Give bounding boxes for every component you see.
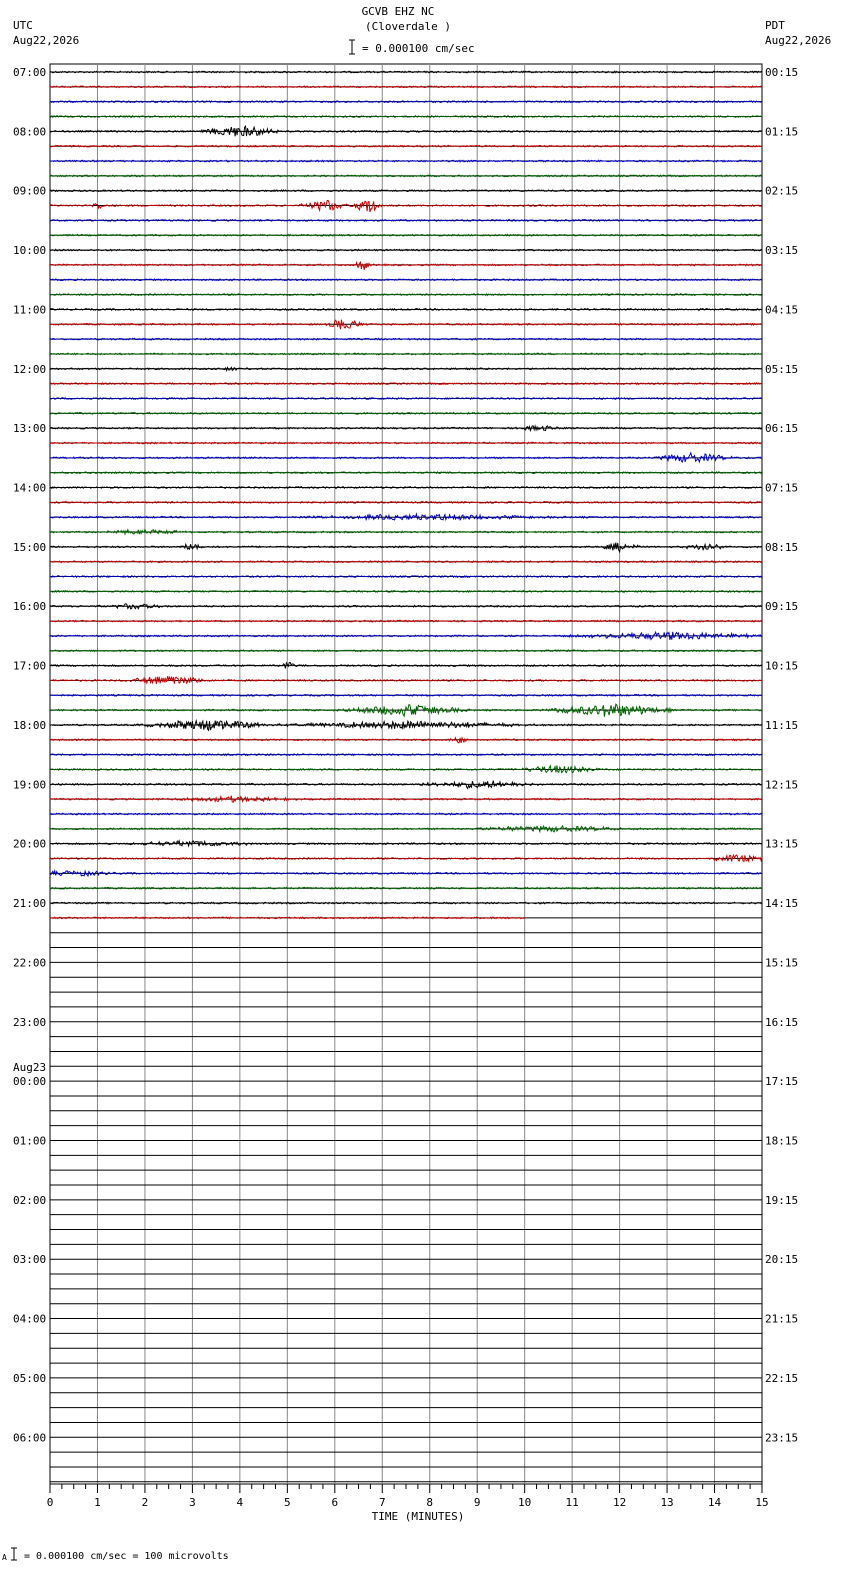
pdt-hour-label: 10:15: [765, 659, 799, 673]
seismic-trace: [50, 738, 762, 743]
utc-hour-label: 08:00: [13, 125, 47, 139]
utc-hour-label: 04:00: [13, 1312, 47, 1326]
right-timezone: PDT: [765, 19, 785, 32]
pdt-hour-label: 19:15: [765, 1193, 799, 1207]
seismic-trace: [50, 604, 762, 609]
scale-bar-icon: [349, 40, 355, 54]
pdt-hour-label: 13:15: [765, 837, 799, 851]
utc-hour-label: 15:00: [13, 540, 47, 554]
utc-hour-label: 11:00: [13, 303, 47, 317]
x-tick-label: 13: [660, 1496, 674, 1509]
x-tick-label: 3: [189, 1496, 196, 1509]
seismic-trace: [50, 662, 762, 668]
left-date: Aug22,2026: [13, 34, 80, 47]
pdt-hour-label: 21:15: [765, 1312, 799, 1326]
pdt-hour-label: 00:15: [765, 66, 799, 79]
utc-hour-label: 18:00: [13, 718, 47, 732]
x-tick-label: 0: [46, 1496, 54, 1509]
seismic-trace: [50, 71, 762, 73]
seismic-traces: [50, 71, 762, 918]
seismic-trace: [50, 472, 762, 474]
footer-scale-text: = 0.000100 cm/sec = 100 microvolts: [24, 1551, 229, 1562]
pdt-hour-label: 11:15: [765, 718, 799, 732]
pdt-hour-label: 17:15: [765, 1075, 799, 1089]
x-tick-label: 5: [284, 1496, 291, 1509]
seismic-trace: [50, 766, 762, 773]
x-tick-label: 1: [94, 1496, 101, 1509]
seismic-trace: [50, 561, 762, 563]
footer-scale-bar-icon: [11, 1548, 17, 1560]
utc-hour-label: 19:00: [13, 778, 47, 792]
seismic-trace: [50, 694, 762, 696]
seismic-trace: [50, 576, 762, 578]
seismic-trace: [50, 234, 762, 236]
left-timezone: UTC: [13, 19, 33, 32]
seismic-trace: [50, 620, 762, 622]
pdt-hour-label: 07:15: [765, 481, 799, 495]
seismic-trace: [50, 200, 762, 212]
station-title: GCVB EHZ NC: [361, 5, 435, 18]
x-tick-label: 7: [378, 1496, 386, 1509]
pdt-hour-label: 15:15: [765, 956, 799, 970]
seismic-trace: [50, 487, 762, 489]
scale-text: = 0.000100 cm/sec: [362, 42, 475, 55]
x-tick-label: 12: [612, 1496, 627, 1509]
pdt-hour-label: 16:15: [765, 1015, 799, 1029]
pdt-hour-labels: [765, 66, 798, 1444]
utc-hour-label: 03:00: [13, 1253, 47, 1267]
seismic-trace: [50, 175, 762, 177]
utc-hour-label: 10:00: [13, 244, 47, 258]
seismic-trace: [50, 813, 762, 815]
pdt-hour-label: 04:15: [765, 303, 799, 317]
row-lines: [50, 72, 762, 1482]
pdt-hour-label: 03:15: [765, 244, 799, 258]
utc-hour-label: 00:00: [13, 1075, 47, 1089]
utc-hour-label: 07:00: [13, 66, 47, 79]
utc-hour-label: 16:00: [13, 600, 47, 614]
utc-hour-label: 06:00: [13, 1431, 47, 1445]
plot-frame: [50, 64, 762, 1484]
utc-hour-label: 23:00: [13, 1015, 47, 1029]
seismic-trace: [50, 826, 762, 832]
utc-hour-labels: [13, 66, 46, 1444]
seismic-trace: [50, 262, 762, 270]
utc-hour-label: 05:00: [13, 1371, 47, 1385]
x-tick-label: 9: [473, 1496, 481, 1509]
seismic-trace: [50, 514, 762, 520]
x-tick-label: 8: [426, 1496, 434, 1509]
x-tick-label: 10: [518, 1496, 532, 1509]
x-tick-label: 15: [755, 1496, 769, 1509]
minute-grid: [97, 64, 714, 1484]
x-tick-label: 14: [707, 1496, 722, 1509]
utc-hour-label: 21:00: [13, 897, 47, 911]
utc-hour-label: 09:00: [13, 184, 47, 198]
utc-hour-label: 12:00: [13, 362, 47, 376]
seismic-trace: [50, 249, 762, 251]
pdt-hour-label: 08:15: [765, 540, 799, 554]
pdt-hour-label: 22:15: [765, 1371, 799, 1385]
seismic-trace: [50, 413, 762, 415]
date-change-label: Aug23: [13, 1061, 47, 1075]
seismic-trace: [50, 502, 762, 504]
x-tick-label: 2: [141, 1496, 149, 1509]
seismic-trace: [50, 353, 762, 355]
seismic-trace: [50, 442, 762, 444]
seismic-trace: [50, 294, 762, 296]
utc-hour-label: 14:00: [13, 481, 47, 495]
footer-scale-prefix: A: [2, 1553, 7, 1562]
seismic-trace: [50, 116, 762, 118]
pdt-hour-label: 02:15: [765, 184, 799, 198]
pdt-hour-label: 05:15: [765, 362, 799, 376]
pdt-hour-label: 20:15: [765, 1253, 799, 1267]
x-axis-label: TIME (MINUTES): [371, 1510, 465, 1523]
seismic-trace: [50, 279, 762, 281]
pdt-hour-label: 01:15: [765, 125, 799, 139]
station-location: (Cloverdale ): [364, 20, 452, 33]
x-tick-label: 6: [331, 1496, 339, 1509]
x-axis: [47, 1484, 769, 1509]
utc-hour-label: 22:00: [13, 956, 47, 970]
seismic-trace: [50, 383, 762, 385]
pdt-hour-label: 09:15: [765, 600, 799, 614]
seismic-trace: [50, 871, 762, 876]
seismic-trace: [50, 160, 762, 162]
seismic-trace: [50, 841, 762, 847]
seismic-trace: [50, 190, 762, 192]
x-tick-label: 11: [565, 1496, 579, 1509]
x-tick-label: 4: [236, 1496, 244, 1509]
pdt-hour-label: 06:15: [765, 422, 799, 436]
utc-hour-label: 20:00: [13, 837, 47, 851]
seismic-trace: [50, 320, 762, 329]
pdt-hour-label: 12:15: [765, 778, 799, 792]
seismic-trace: [50, 754, 762, 756]
utc-hour-label: 13:00: [13, 422, 47, 436]
pdt-hour-label: 14:15: [765, 897, 799, 911]
pdt-hour-label: 18:15: [765, 1134, 799, 1148]
utc-hour-label: 02:00: [13, 1193, 47, 1207]
utc-hour-label: 01:00: [13, 1134, 47, 1148]
right-date: Aug22,2026: [765, 34, 832, 47]
seismic-trace: [50, 145, 762, 147]
seismic-trace: [50, 126, 762, 136]
utc-hour-label: 17:00: [13, 659, 47, 673]
pdt-hour-label: 23:15: [765, 1431, 799, 1445]
seismic-trace: [50, 220, 762, 222]
seismic-trace: [50, 902, 762, 904]
seismic-trace: [50, 796, 762, 802]
seismic-trace: [50, 530, 762, 535]
